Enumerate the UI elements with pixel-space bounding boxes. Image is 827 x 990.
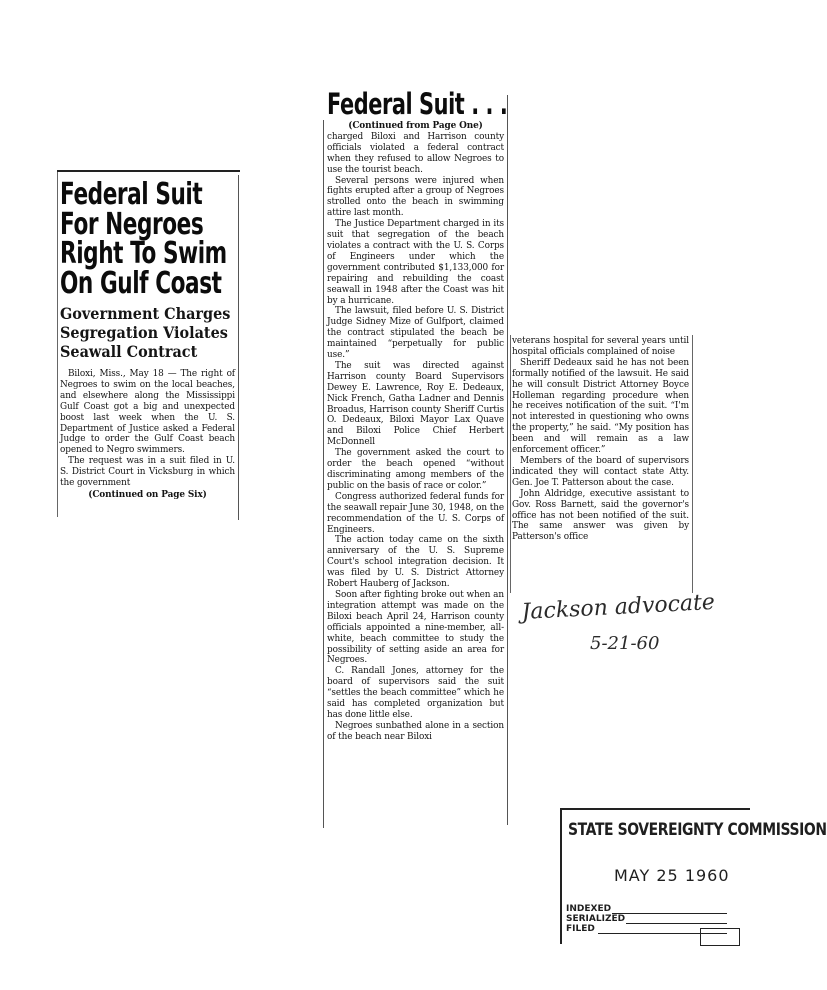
headline-line: On Gulf Coast — [60, 265, 222, 301]
stamp-serialized-line — [626, 923, 727, 924]
article-paragraph: The action today came on the sixth anniversary of the U. S. Supreme Court's school integration decision. It was filed by U. S. District Attorney Robert Hauberg of Jackson. — [327, 535, 504, 590]
headline-line: For Negroes — [60, 206, 204, 242]
stamp-left-rule — [560, 808, 562, 944]
clip3-right-rule — [692, 335, 693, 593]
article-paragraph: The government asked the court to order the beach opened “without discriminating among members of the public on the basis of race or color.” — [327, 448, 504, 491]
clip2-body — [327, 121, 504, 743]
article-paragraph: Members of the board of supervisors indicated they will contact state Atty. Gen. Joe T. Patterson about the case. — [512, 455, 689, 488]
stamp-top-rule — [560, 808, 750, 810]
article-paragraph: The request was in a suit filed in U. S. District Court in Vicksburg in which the government — [60, 456, 235, 489]
article-paragraph: C. Randall Jones, attorney for the board of supervisors said the suit “settles the beach committee” which he said has completed organization but has done little else. — [327, 666, 504, 720]
continued-from-note: (Continued from Page One) — [348, 121, 483, 131]
subhead-line: Segregation Violates — [60, 323, 228, 342]
headline-line: Federal Suit — [60, 177, 203, 212]
clip2 — [327, 87, 508, 826]
clip1-headline — [60, 177, 227, 301]
commission-stamp — [560, 808, 827, 948]
headline-line: Right To Swim — [60, 236, 227, 271]
handwritten-date: 5-21-60 — [590, 633, 660, 654]
stamp-agency: STATE SOVEREIGNTY COMMISSION — [568, 820, 827, 840]
clip3-left-rule — [510, 335, 511, 593]
clip1 — [60, 176, 238, 521]
article-paragraph: charged Biloxi and Harrison county officials violated a federal contract when they refused to allow Negroes to use the tourist beach. — [327, 131, 504, 175]
clip1-left-rule — [57, 172, 58, 517]
article-paragraph: Several persons were injured when fights erupted after a group of Negroes strolled onto the beach in swimming attire last month. — [327, 175, 504, 219]
stamp-label-serialized: SERIALIZED — [566, 914, 626, 924]
clip1-body — [60, 369, 235, 501]
clip1-top-rule — [57, 170, 240, 172]
article-paragraph: Sheriff Dedeaux said he has not been formally notified of the lawsuit. He said he will consult District Attorney Boyce Holleman regarding procedure when he receives notification of the suit. “I'm not interested in questioning who owns the property,” he said. “My position has been and will remain as a law enforcement officer.” — [512, 357, 689, 456]
article-paragraph: The suit was directed against Harrison county Board Supervisors Dewey E. Lawrence, Roy E. Dedeaux, Nick French, Gatha Ladner and Dennis Broadus, Harrison county Sheriff Curtis O. Dedeaux, Biloxi Mayor Lax Quave and Biloxi Police Chief Herbert McDonnell — [327, 360, 504, 448]
clip1-subhead — [60, 304, 238, 361]
article-paragraph: The Justice Department charged in its suit that segregation of the beach violates a contract with the U. S. Corps of Engineers under which the government contributed $1,133,000 for repairing and rebuilding the coast seawall in 1948 after the Coast was hit by a hurricane. — [327, 219, 504, 306]
stamp-indexed-line — [612, 913, 727, 914]
continued-note: (Continued on Page Six) — [88, 489, 207, 500]
article-paragraph: The lawsuit, filed before U. S. District Judge Sidney Mize of Gulfport, claimed the contract stipulated the beach be maintained “perpetually for public use.” — [327, 306, 504, 361]
subhead-line: Government Charges — [60, 304, 231, 323]
handwritten-source: Jackson advocate — [521, 589, 716, 625]
article-paragraph: Biloxi, Miss., May 18 — The right of Negroes to swim on the local beaches, and elsewhere along the Mississippi Gulf Coast got a big and unexpected boost last week when the U. S. Department of Justice asked a Federal Judge to order the Gulf Coast beach opened to Negro swimmers. — [60, 369, 235, 456]
article-paragraph: Congress authorized federal funds for the seawall repair June 30, 1948, on the recommendation of the U. S. Corps of Engineers. — [327, 491, 504, 535]
subhead-line: Seawall Contract — [60, 342, 198, 361]
article-paragraph: Soon after fighting broke out when an integration attempt was made on the Biloxi beach April 24, Harrison county officials appointed a nine-member, all-white, beach committee to study the possibility of setting aside an area for Negroes. — [327, 589, 504, 666]
article-paragraph: Negroes sunbathed alone in a section of the beach near Biloxi — [327, 720, 504, 742]
stamp-label-filed: FILED — [566, 924, 595, 934]
clip2-left-rule — [323, 120, 324, 828]
clip2-right-rule — [507, 95, 508, 825]
article-paragraph: John Aldridge, executive assistant to Gov. Ross Barnett, said the governor's office has not been notified of the suit. The same answer was given by Patterson's office — [512, 488, 689, 543]
article-paragraph: veterans hospital for several years until hospital officials complained of noise — [512, 336, 689, 357]
stamp-label-indexed: INDEXED — [566, 904, 612, 914]
clip1-right-rule — [238, 175, 239, 520]
stamp-date: MAY 25 1960 — [614, 866, 730, 885]
clip2-headline: Federal Suit . . . — [327, 87, 508, 121]
clip3 — [512, 336, 690, 596]
stamp-initials-box — [700, 928, 740, 946]
clip3-body — [512, 336, 689, 543]
